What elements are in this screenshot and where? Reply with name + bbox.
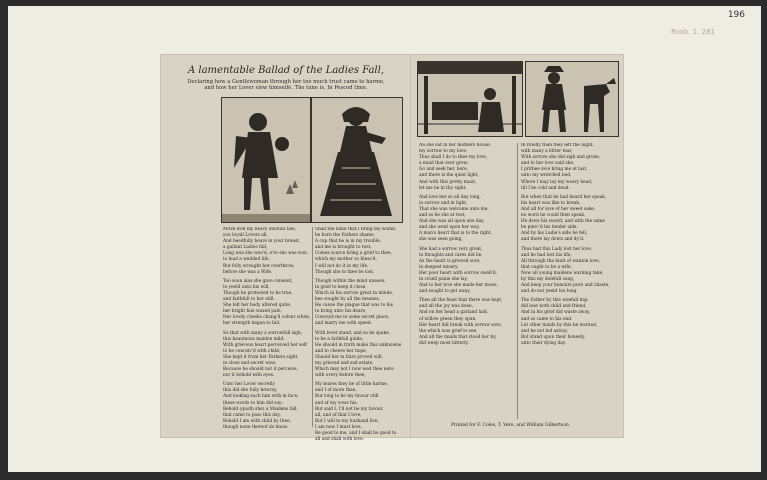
column-rule bbox=[517, 143, 518, 419]
archive-mount bbox=[8, 6, 761, 472]
verse-line: and be not led astray, bbox=[521, 328, 568, 334]
verse-line: and to cheere her hope, bbox=[315, 348, 368, 354]
verse-line: I prithee love bring me at last, bbox=[521, 167, 588, 173]
verse-line: Unto her Lover secretly bbox=[223, 382, 275, 388]
verse-line: and all the joy was done, bbox=[419, 304, 474, 310]
verse-line: Though within the mind unseen, bbox=[315, 278, 386, 284]
verse-line: But folly wrought her overthrow, bbox=[223, 263, 295, 269]
verse-line: in thoughts and cares did lie, bbox=[419, 252, 483, 258]
verse-line: And on her head a garland laid, bbox=[419, 310, 488, 316]
verse-line: nor it behold with eyes. bbox=[223, 373, 275, 379]
verse-column-3 bbox=[419, 143, 517, 347]
verse-line: her bright hue waxed pale, bbox=[223, 309, 282, 315]
verse-line: I am now I must love, bbox=[315, 424, 362, 430]
column-rule bbox=[312, 227, 313, 427]
verse-line: and faithfull to her still. bbox=[223, 297, 275, 303]
verse-line: by this my dolefull song, bbox=[521, 276, 575, 282]
verse-line: all and shall with love. bbox=[315, 437, 364, 443]
verse-line: and marry me with speed. bbox=[315, 321, 373, 327]
verse-line: of willow green they spun, bbox=[419, 316, 477, 322]
verse-line: and there is the quiet light, bbox=[419, 173, 479, 179]
verse-line: to bring unto his deare, bbox=[315, 309, 367, 315]
verse-line: with many a bitter tear, bbox=[521, 149, 573, 155]
verse-line: the which was grief to see, bbox=[419, 328, 478, 334]
verse-line: did lose both child and friend, bbox=[521, 304, 587, 310]
verse-line: He drew his sword, and with the same bbox=[521, 219, 605, 225]
verse-column-2 bbox=[315, 227, 407, 443]
folio-number: 196 bbox=[727, 10, 745, 20]
ballad-title: A lamentable Ballad of the Ladies Fall, bbox=[187, 65, 384, 76]
verse-column-4 bbox=[521, 143, 619, 347]
verse-line: and to her love said she, bbox=[521, 161, 575, 167]
verse-line: Thus shall I do to thee my love, bbox=[419, 155, 488, 161]
verse-line: AS she sat in her mothers house, bbox=[419, 143, 491, 148]
verse-line: And keep your honours pure and chaste, bbox=[521, 283, 610, 289]
verse-line: And with this pretty maid, bbox=[419, 179, 477, 185]
verse-line: she was seen going, bbox=[419, 237, 463, 243]
verse-line: a gallant Ladies fall; bbox=[223, 245, 268, 251]
verse-line: unto my wretched bed, bbox=[521, 173, 572, 179]
ballad-sheet-left bbox=[160, 54, 412, 443]
verse-line: and do not yeeld too long. bbox=[521, 289, 578, 295]
verse-line: And in his grief did waste away, bbox=[521, 310, 591, 316]
verse-line: Now all young maidens warning take, bbox=[521, 270, 604, 276]
verse-column-1 bbox=[223, 227, 311, 431]
verse-line: in cruell paine she lay, bbox=[419, 276, 468, 282]
verse-line: Though she to thee be lost. bbox=[315, 269, 375, 275]
verse-line: The Father by this woefull hap bbox=[521, 298, 588, 304]
verse-line: which my mother so bless'd, bbox=[315, 257, 377, 263]
verse-line: A man's heart that is to the right, bbox=[419, 231, 492, 237]
verse-line: She felt her body altered quite, bbox=[223, 303, 292, 309]
verse-line: She kept it from her Fathers sight, bbox=[223, 354, 299, 360]
verse-line: Behold I am with child by thee, bbox=[223, 418, 292, 424]
verse-line: to yeeld unto his will, bbox=[223, 284, 270, 290]
ballad-sheet-right bbox=[410, 54, 624, 438]
verse-line: Long was she woo'd, e're she was won bbox=[223, 251, 307, 257]
verse-line: before she was a Wife. bbox=[223, 269, 273, 275]
verse-line: till I be cold and dead. bbox=[521, 185, 570, 191]
verse-line: and I of more than, bbox=[315, 388, 357, 394]
verse-line: in close and secret wise, bbox=[223, 360, 277, 366]
verse-line: But when that he had heard her speak, bbox=[521, 194, 607, 200]
verse-line: That she was welcome unto me, bbox=[419, 206, 489, 212]
verse-line: Which may not I now wed thee nere bbox=[315, 367, 394, 373]
woodcut-lady bbox=[311, 97, 403, 223]
verse-line: And she was all upon one day, bbox=[419, 219, 485, 225]
verse-line: And by his Ladie's side he fell, bbox=[521, 231, 588, 237]
verse-line: Her heart did break with sorrow sore, bbox=[419, 322, 503, 328]
verse-line: Be good to me, and I shall be good to bbox=[315, 431, 397, 436]
verse-line: a maid that ever grew; bbox=[419, 161, 469, 167]
verse-line: her strength began to fail. bbox=[223, 321, 281, 327]
verse-line: Conveyd me in some secret place, bbox=[315, 315, 390, 321]
verse-line: As the heart is grieved sore, bbox=[419, 258, 481, 264]
ballad-subtitle bbox=[167, 79, 405, 91]
verse-line: you loyall Lovers all, bbox=[223, 233, 268, 239]
shelfmark: Roxb. 1. 281 bbox=[671, 28, 715, 36]
verse-line: But I will to my husband live, bbox=[315, 418, 379, 424]
verse-line: A cup that he is in my trouble, bbox=[315, 239, 382, 245]
verse-line: let me be in thy sight. bbox=[419, 185, 467, 191]
verse-line: Where I may lay my weary head, bbox=[521, 179, 593, 185]
verse-line: in deepest misery. bbox=[419, 264, 459, 270]
verse-line: He cause the plague that was to his bbox=[315, 303, 394, 309]
verse-line: All through the fault of wanton love, bbox=[521, 258, 601, 264]
verse-line: Comes scarce bring a grief to thee, bbox=[315, 251, 392, 257]
verse-line: And all the maids that stood her by, bbox=[419, 334, 497, 340]
verse-line: And looking each him with in face, bbox=[223, 394, 299, 400]
verse-line: In briefly then they left the night, bbox=[521, 143, 594, 148]
verse-line: Let other maids by this be warned, bbox=[521, 322, 598, 328]
verse-line: be born the Fathers shame, bbox=[315, 233, 376, 239]
verse-line: Which in his sorrow great in minde, bbox=[315, 290, 394, 296]
verse-line: Go and seek her, here, bbox=[419, 167, 468, 173]
woodcut-rider bbox=[525, 61, 619, 137]
verse-line: MArk well my heavy dolefull tale, bbox=[223, 227, 297, 232]
verse-line: And all for love of her sweet sake, bbox=[521, 206, 596, 212]
subtitle-line: Declaring how a Gentlewoman through her too much trust came to harme, bbox=[187, 79, 385, 85]
verse-line: But stand upon their honesty, bbox=[521, 334, 586, 340]
verse-line: Her poor heart with sorrow swell'd, bbox=[419, 270, 497, 276]
verse-line: and so be she at rest, bbox=[419, 213, 466, 219]
verse-line: that came to pass this day, bbox=[223, 412, 281, 418]
verse-line: So that with many a sorrowfull sigh, bbox=[223, 330, 303, 336]
verse-line: to be a faithfull guide, bbox=[315, 336, 364, 342]
verse-line: and of my vows his, bbox=[315, 400, 358, 406]
printer-imprint: Printed for F. Coles, T. Vere, and William Gilbertson. bbox=[451, 423, 571, 428]
verse-line: this did she fully bewray, bbox=[223, 388, 278, 394]
verse-line: Behold (quoth she) a Maidens fall, bbox=[223, 406, 298, 412]
verse-line: to lead a wedded life, bbox=[223, 257, 270, 263]
verse-line: and me is brought to rest, bbox=[315, 245, 372, 251]
verse-line: Because he should not it perceive, bbox=[223, 367, 298, 373]
verse-line: my grieved and sad estate, bbox=[315, 360, 374, 366]
verse-line: And to her love she made her mone, bbox=[419, 283, 498, 289]
verse-line: hee sought by all the meanes, bbox=[315, 297, 381, 303]
verse-line: this beauteous maiden mild, bbox=[223, 336, 285, 342]
verse-line: She had a sorrow very great, bbox=[419, 246, 483, 252]
verse-line: My teares they be of little harme, bbox=[315, 382, 389, 388]
verse-line: in grief to keep it close, bbox=[315, 284, 367, 290]
subtitle-line: and how her Lover slew himselfe. The tune is, In Pescod time. bbox=[204, 85, 368, 91]
verse-line: and there lay down and dy'd. bbox=[521, 237, 585, 243]
verse-line: Should her in faire proved will, bbox=[315, 354, 383, 360]
verse-line: with every before thee, bbox=[315, 373, 366, 379]
verse-line: With grievous heart perceived her self bbox=[223, 342, 307, 348]
verse-line: And love her so all day long, bbox=[419, 194, 481, 200]
verse-line: all, and of that I love, bbox=[315, 412, 362, 418]
verse-line: his heart was like to break, bbox=[521, 200, 581, 206]
verse-line: and so came to his end. bbox=[521, 316, 573, 322]
verse-line: Though he protested to be true, bbox=[223, 290, 293, 296]
verse-line: Too soon alas she gave consent, bbox=[223, 278, 293, 284]
verse-line: and sought to get away. bbox=[419, 289, 471, 295]
verse-line: He should in truth make this unknowne bbox=[315, 342, 402, 348]
verse-line: and he had lost his life, bbox=[521, 252, 572, 258]
verse-line: he pierc'd his tender side, bbox=[521, 225, 578, 231]
verse-line: With lover stand, and so he spake, bbox=[315, 330, 390, 336]
verse-line: that ought to be a wife, bbox=[521, 264, 572, 270]
verse-line: But long to be my favour still bbox=[315, 394, 379, 400]
verse-line: to be conceiv'd with child; bbox=[223, 348, 281, 354]
woodcut-gentleman bbox=[221, 97, 311, 223]
verse-line: unto their dying day. bbox=[521, 340, 567, 346]
verse-line: my sorrow to my love, bbox=[419, 149, 468, 155]
verse-line: And heedfully beare in your breast, bbox=[223, 239, 301, 245]
verse-line: Thus had this Lady lost her love, bbox=[521, 246, 593, 252]
verse-line: in sorrow and in light, bbox=[419, 200, 468, 206]
verse-line: and she went upon her way, bbox=[419, 225, 480, 231]
verse-line: no word he could then speak, bbox=[521, 213, 586, 219]
verse-line: though none thereof do know. bbox=[223, 424, 289, 430]
verse-line: these words to him did say: bbox=[223, 400, 283, 406]
verse-line: Then all the feast that there was kept, bbox=[419, 298, 503, 304]
woodcut-bedchamber bbox=[417, 61, 523, 137]
verse-line: Her lovely cheeks chang'd colour white, bbox=[223, 315, 311, 321]
verse-line: I will not do it in my life, bbox=[315, 263, 369, 269]
verse-line: But said I, I'll not be my favour, bbox=[315, 406, 384, 412]
verse-line: Shall the babe that I bring my womb, bbox=[315, 227, 397, 232]
verse-line: did weep most bitterly. bbox=[419, 340, 469, 346]
verse-line: With sorrow she did sigh and grone, bbox=[521, 155, 601, 161]
